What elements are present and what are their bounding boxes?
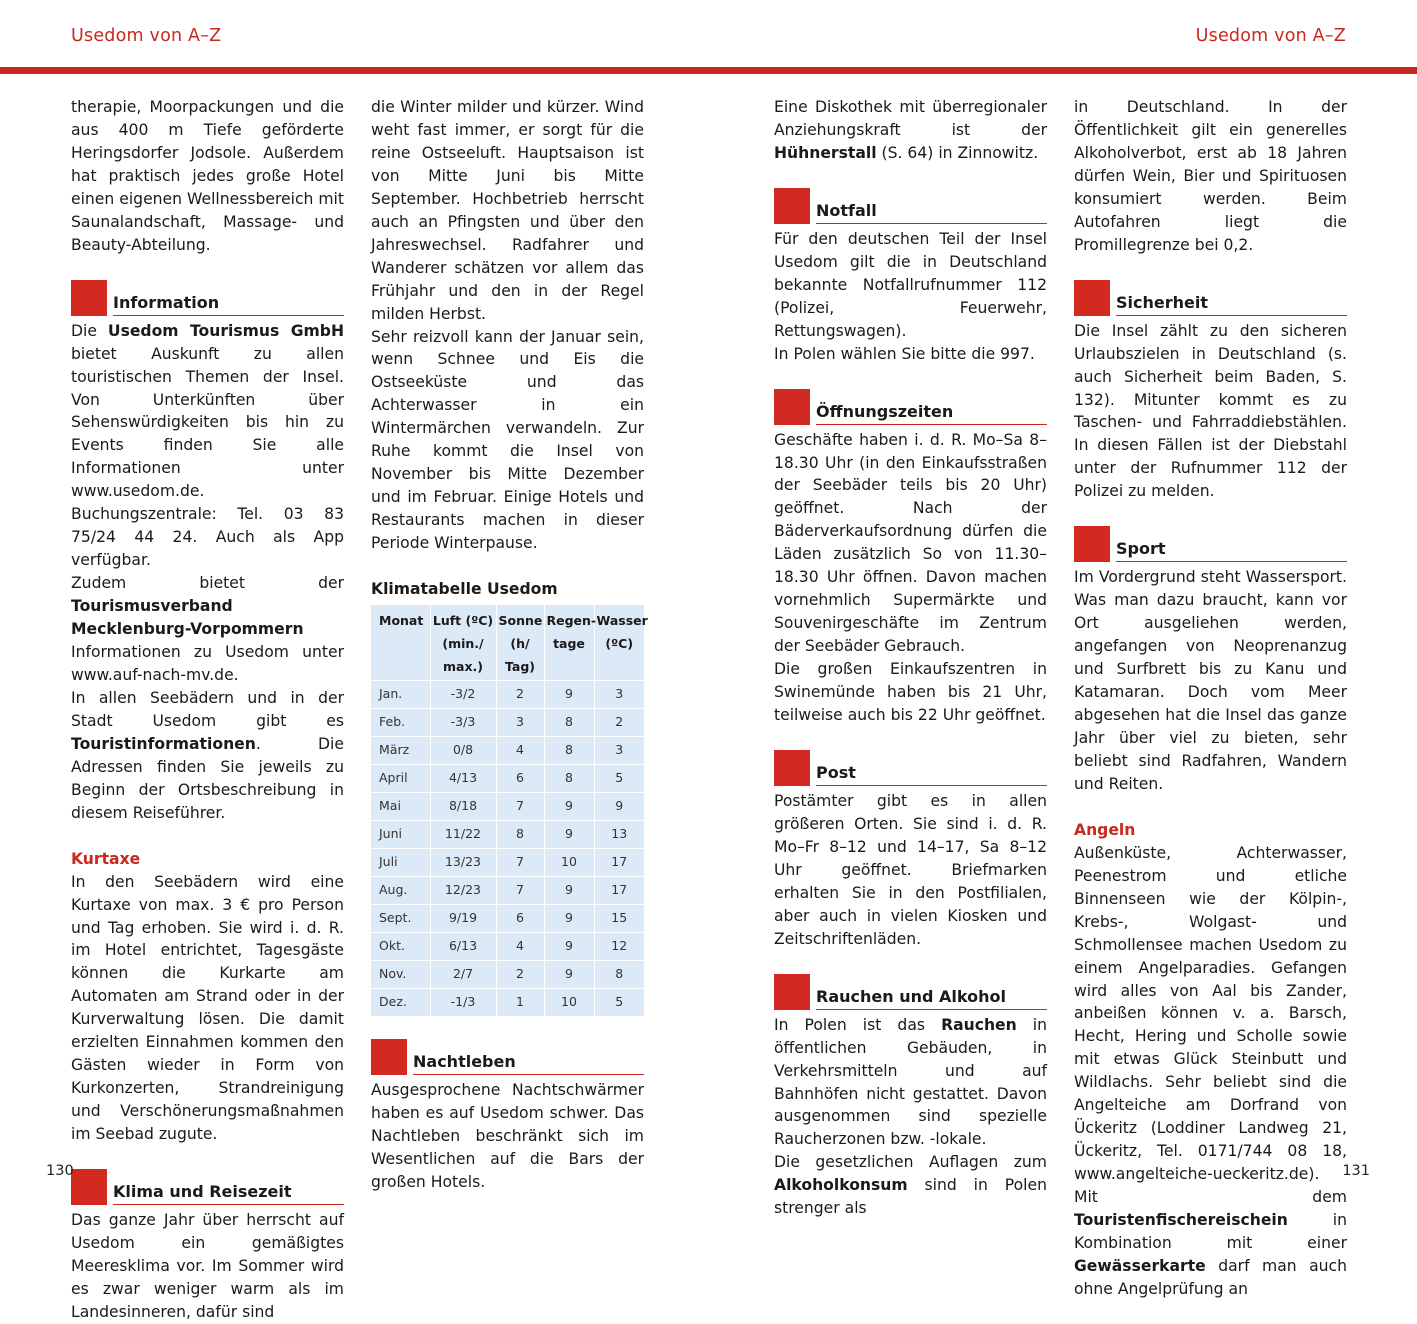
paragraph: Die gesetzlichen Auflagen zum Alkoholkonsum sind in Polen strenger als	[774, 1153, 1047, 1218]
section-title: Öffnungszeiten	[816, 402, 1047, 425]
paragraph: Das ganze Jahr über herrscht auf Usedom ein gemäßigtes Meeresklima vor. Im Sommer wird es zwar weniger warm als im Landesinneren, dafür sind	[71, 1211, 344, 1321]
table-cell: 8	[544, 737, 594, 765]
table-cell: 6	[496, 905, 544, 933]
table-cell: Juni	[371, 821, 430, 849]
section-header-sicherheit	[1074, 280, 1347, 316]
table-cell: Nov.	[371, 961, 430, 989]
section-header-sport	[1074, 526, 1347, 562]
table-cell: 17	[594, 877, 644, 905]
paragraph: In den Seebädern wird eine Kurtaxe von max. 3 € pro Person und Tag erhoben. Sie wird i. d. R. im Hotel entrichtet, Tagesgäste können die Kurkarte am Automaten am Strand oder in der Kurverwaltung lösen. Die damit erzielten Einnahmen kommen den Gästen wieder in Form von Kurkonzerten, Strandreinigung und Verschönerungsmaßnahmen im Seebad zugute.	[71, 872, 344, 1144]
table-cell: 8	[594, 961, 644, 989]
column-2	[371, 96, 648, 1194]
table-row	[371, 989, 644, 1017]
table-cell: Mai	[371, 793, 430, 821]
table-row	[371, 961, 644, 989]
column-1	[71, 96, 344, 1324]
table-cell: 2	[496, 681, 544, 709]
table-cell: 9	[594, 793, 644, 821]
table-cell: 13/23	[430, 849, 496, 877]
table-cell: 13	[594, 821, 644, 849]
running-head-right: Usedom von A–Z	[1195, 26, 1346, 46]
table-header-cell: Wasser (ºC)	[594, 605, 644, 681]
running-head-left: Usedom von A–Z	[71, 26, 222, 46]
section-header-post	[774, 750, 1047, 786]
section-title: Sicherheit	[1116, 293, 1347, 316]
table-cell: Juli	[371, 849, 430, 877]
table-row	[371, 737, 644, 765]
table-cell: 9	[544, 821, 594, 849]
table-cell: 7	[496, 877, 544, 905]
table-cell: Dez.	[371, 989, 430, 1017]
paragraph: Eine Diskothek mit überregionaler Anziehungskraft ist der Hühnerstall (S. 64) in Zinnowitz.	[774, 98, 1047, 162]
paragraph: Die Usedom Tourismus GmbH bietet Auskunft zu allen touristischen Themen der Insel. Von Unterkünften über Sehenswürdigkeiten bis hin zu Events finden Sie alle Informationen unter www.usedom.de. Buchungszentrale: Tel. 03 83 75/24 44 24. Auch als App verfügbar.	[71, 321, 345, 570]
paragraph: Geschäfte haben i. d. R. Mo–Sa 8–18.30 Uhr (in den Einkaufsstraßen der Seebäder teils bis 20 Uhr) geöffnet. Nach der Bäderverkaufsordnung dürfen die Läden zusätzlich So von 11.30–18.30 Uhr öffnen. Davon machen vornehmlich Supermärkte und Souvenirgeschäfte im Zentrum der Seebäder Gebrauch.	[774, 430, 1047, 656]
table-cell: 10	[544, 989, 594, 1017]
section-marker-icon	[774, 389, 810, 425]
table-cell: 8	[544, 765, 594, 793]
column-4	[1074, 96, 1347, 1301]
section-marker-icon	[774, 974, 810, 1010]
section-marker-icon	[1074, 280, 1110, 316]
paragraph: Mit dem Touristenfischereischein in Kombination mit einer Gewässerkarte darf man auch ohne Angelprüfung an	[1074, 1188, 1347, 1298]
section-title: Post	[816, 763, 1047, 786]
paragraph: Die Insel zählt zu den sicheren Urlaubszielen in Deutschland (s. auch Sicherheit beim Baden, S. 132). Mitunter kommt es zu Taschen- und Fahrraddiebstählen. In diesen Fällen ist der Diebstahl unter der Rufnummer 112 der Polizei zu melden.	[1074, 321, 1347, 501]
table-cell: 9	[544, 877, 594, 905]
table-cell: 12/23	[430, 877, 496, 905]
table-cell: März	[371, 737, 430, 765]
table-cell: Jan.	[371, 681, 430, 709]
section-marker-icon	[371, 1039, 407, 1075]
section-marker-icon	[774, 188, 810, 224]
table-cell: 1	[496, 989, 544, 1017]
table-cell: 9	[544, 961, 594, 989]
table-cell: 6	[496, 765, 544, 793]
table-cell: Sept.	[371, 905, 430, 933]
table-cell: Okt.	[371, 933, 430, 961]
table-header-row	[371, 605, 644, 681]
section-title: Notfall	[816, 201, 1047, 224]
table-row	[371, 905, 644, 933]
table-row	[371, 681, 644, 709]
table-cell: 9	[544, 793, 594, 821]
table-cell: Feb.	[371, 709, 430, 737]
table-row	[371, 877, 644, 905]
table-row	[371, 793, 644, 821]
paragraph: In Polen wählen Sie bitte die 997.	[774, 344, 1035, 363]
table-row	[371, 765, 644, 793]
table-cell: 3	[594, 681, 644, 709]
section-header-oeffnungszeiten	[774, 389, 1047, 425]
page-number-left: 130	[46, 1163, 74, 1179]
table-cell: 7	[496, 849, 544, 877]
section-title: Nachtleben	[413, 1052, 644, 1075]
paragraph: Postämter gibt es in allen größeren Orten. Sie sind i. d. R. Mo–Fr 8–12 und 14–17, Sa 8–12 Uhr geöffnet. Briefmarken erhalten Sie in den Postfilialen, aber auch in vielen Kiosken und Zeitschriftenläden.	[774, 791, 1047, 948]
table-cell: 0/8	[430, 737, 496, 765]
table-cell: 2	[594, 709, 644, 737]
paragraph: Außenküste, Achterwasser, Peenestrom und etliche Binnenseen wie der Kölpin-, Krebs-, Wolgast- und Schmollensee machen Usedom zu einem Angelparadies. Gefangen wird alles von Aal bis Zander, anbeißen können v. a. Barsch, Hecht, Hering und Scholle sowie mit etwas Glück Steinbutt und Wildlachs. Sehr beliebt sind die Angelteiche am Dorfrand von Ückeritz (Loddiner Landweg 21, Ückeritz, Tel. 0171/744 08 18, www.angelteiche-ueckeritz.de).	[1074, 843, 1347, 1184]
header-rule	[0, 67, 1417, 74]
column-3	[774, 96, 1047, 1220]
section-title: Sport	[1116, 539, 1347, 562]
section-header-information	[71, 280, 344, 316]
subheading-angeln: Angeln	[1074, 820, 1136, 839]
table-cell: Aug.	[371, 877, 430, 905]
table-cell: 8	[496, 821, 544, 849]
section-title: Klima und Reisezeit	[113, 1182, 344, 1205]
section-marker-icon	[774, 750, 810, 786]
paragraph: In allen Seebädern und in der Stadt Usedom gibt es Touristinformationen. Die Adressen finden Sie jeweils zu Beginn der Ortsbeschreibung in diesem Reiseführer.	[71, 688, 344, 822]
table-cell: -1/3	[430, 989, 496, 1017]
table-cell: 2/7	[430, 961, 496, 989]
section-header-notfall	[774, 188, 1047, 224]
table-header-cell: Sonne (h/ Tag)	[496, 605, 544, 681]
table-cell: 8	[544, 709, 594, 737]
table-row	[371, 821, 644, 849]
section-title: Information	[113, 293, 344, 316]
page-number-right: 131	[1342, 1163, 1370, 1179]
table-cell: 10	[544, 849, 594, 877]
paragraph: therapie, Moorpackungen und die aus 400 m Tiefe geförderte Heringsdorfer Jodsole. Außerdem hat praktisch jedes große Hotel einen eigenen Wellnessbereich mit Saunalandschaft, Massage- und Beauty-Abteilung.	[71, 98, 345, 254]
table-cell: 8/18	[430, 793, 496, 821]
section-header-nachtleben	[371, 1039, 644, 1075]
table-cell: 9/19	[430, 905, 496, 933]
paragraph: Im Vordergrund steht Wassersport. Was man dazu braucht, kann vor Ort ausgeliehen werden, angefangen von Neoprenanzug und Surfbrett bis zu Kanu und Katamaran. Doch vom Meer abgesehen hat die Insel das ganze Jahr über viel zu bieten, sehr beliebt sind Radfahren, Wandern und Reiten.	[1074, 568, 1347, 793]
table-cell: 17	[594, 849, 644, 877]
section-marker-icon	[71, 1169, 107, 1205]
paragraph: in Deutschland. In der Öffentlichkeit gilt ein generelles Alkoholverbot, erst ab 18 Jahren dürfen Wein, Bier und Spirituosen konsumiert werden. Beim Autofahren liegt die Promillegrenze bei 0,2.	[1074, 98, 1347, 254]
table-cell: 11/22	[430, 821, 496, 849]
table-cell: 6/13	[430, 933, 496, 961]
table-cell: 7	[496, 793, 544, 821]
paragraph: Ausgesprochene Nachtschwärmer haben es auf Usedom schwer. Das Nachtleben beschränkt sich im Wesentlichen auf die Bars der großen Hotels.	[371, 1081, 644, 1191]
table-cell: -3/2	[430, 681, 496, 709]
climate-table	[371, 605, 648, 1016]
table-cell: 5	[594, 765, 644, 793]
table-cell: 3	[594, 737, 644, 765]
table-cell: 2	[496, 961, 544, 989]
section-marker-icon	[71, 280, 107, 316]
table-cell: April	[371, 765, 430, 793]
table-header-cell: Regen- tage	[544, 605, 594, 681]
table-cell: 9	[544, 681, 594, 709]
table-cell: 15	[594, 905, 644, 933]
table-row	[371, 709, 644, 737]
section-header-rauchen	[774, 974, 1047, 1010]
paragraph: Zudem bietet der Tourismusverband Mecklenburg-Vorpommern Informationen zu Usedom unter www.auf-nach-mv.de.	[71, 574, 344, 684]
table-row	[371, 849, 644, 877]
table-row	[371, 933, 644, 961]
table-cell: 4	[496, 737, 544, 765]
paragraph: Sehr reizvoll kann der Januar sein, wenn Schnee und Eis die Ostseeküste und das Achterwasser in ein Wintermärchen verwandeln. Zur Ruhe kommt die Insel von November bis Mitte Dezember und im Februar. Einige Hotels und Restaurants machen in dieser Periode Winterpause.	[371, 327, 644, 553]
paragraph: In Polen ist das Rauchen in öffentlichen Gebäuden, in Verkehrsmitteln und auf Bahnhöfen nicht gestattet. Davon ausgenommen sind spezielle Raucherzonen bzw. -lokale.	[774, 1015, 1047, 1149]
section-header-klima	[71, 1169, 344, 1205]
table-header-cell: Monat	[379, 613, 424, 629]
section-title: Rauchen und Alkohol	[816, 987, 1047, 1010]
table-cell: 9	[544, 933, 594, 961]
table-cell: 5	[594, 989, 644, 1017]
table-cell: 9	[544, 905, 594, 933]
table-cell: -3/3	[430, 709, 496, 737]
section-marker-icon	[1074, 526, 1110, 562]
table-title: Klimatabelle Usedom	[371, 580, 558, 599]
table-cell: 4/13	[430, 765, 496, 793]
paragraph: Die großen Einkaufszentren in Swinemünde haben bis 21 Uhr, teilweise auch bis 22 Uhr geöffnet.	[774, 660, 1047, 725]
paragraph: die Winter milder und kürzer. Wind weht fast immer, er sorgt für die reine Ostseeluft. Hauptsaison ist von Mitte Juni bis Mitte September. Hochbetrieb herrscht auch an Pfingsten und über den Jahreswechsel. Radfahrer und Wanderer schätzen vor allem das Frühjahr und den in der Regel milden Herbst.	[371, 98, 644, 323]
subheading-kurtaxe: Kurtaxe	[71, 849, 141, 868]
table-cell: 3	[496, 709, 544, 737]
table-header-cell: Luft (ºC) (min./ max.)	[430, 605, 496, 681]
paragraph: Für den deutschen Teil der Insel Usedom gilt die in Deutschland bekannte Notfallrufnummer 112 (Polizei, Feuerwehr, Rettungswagen).	[774, 229, 1047, 340]
table-cell: 12	[594, 933, 644, 961]
table-cell: 4	[496, 933, 544, 961]
